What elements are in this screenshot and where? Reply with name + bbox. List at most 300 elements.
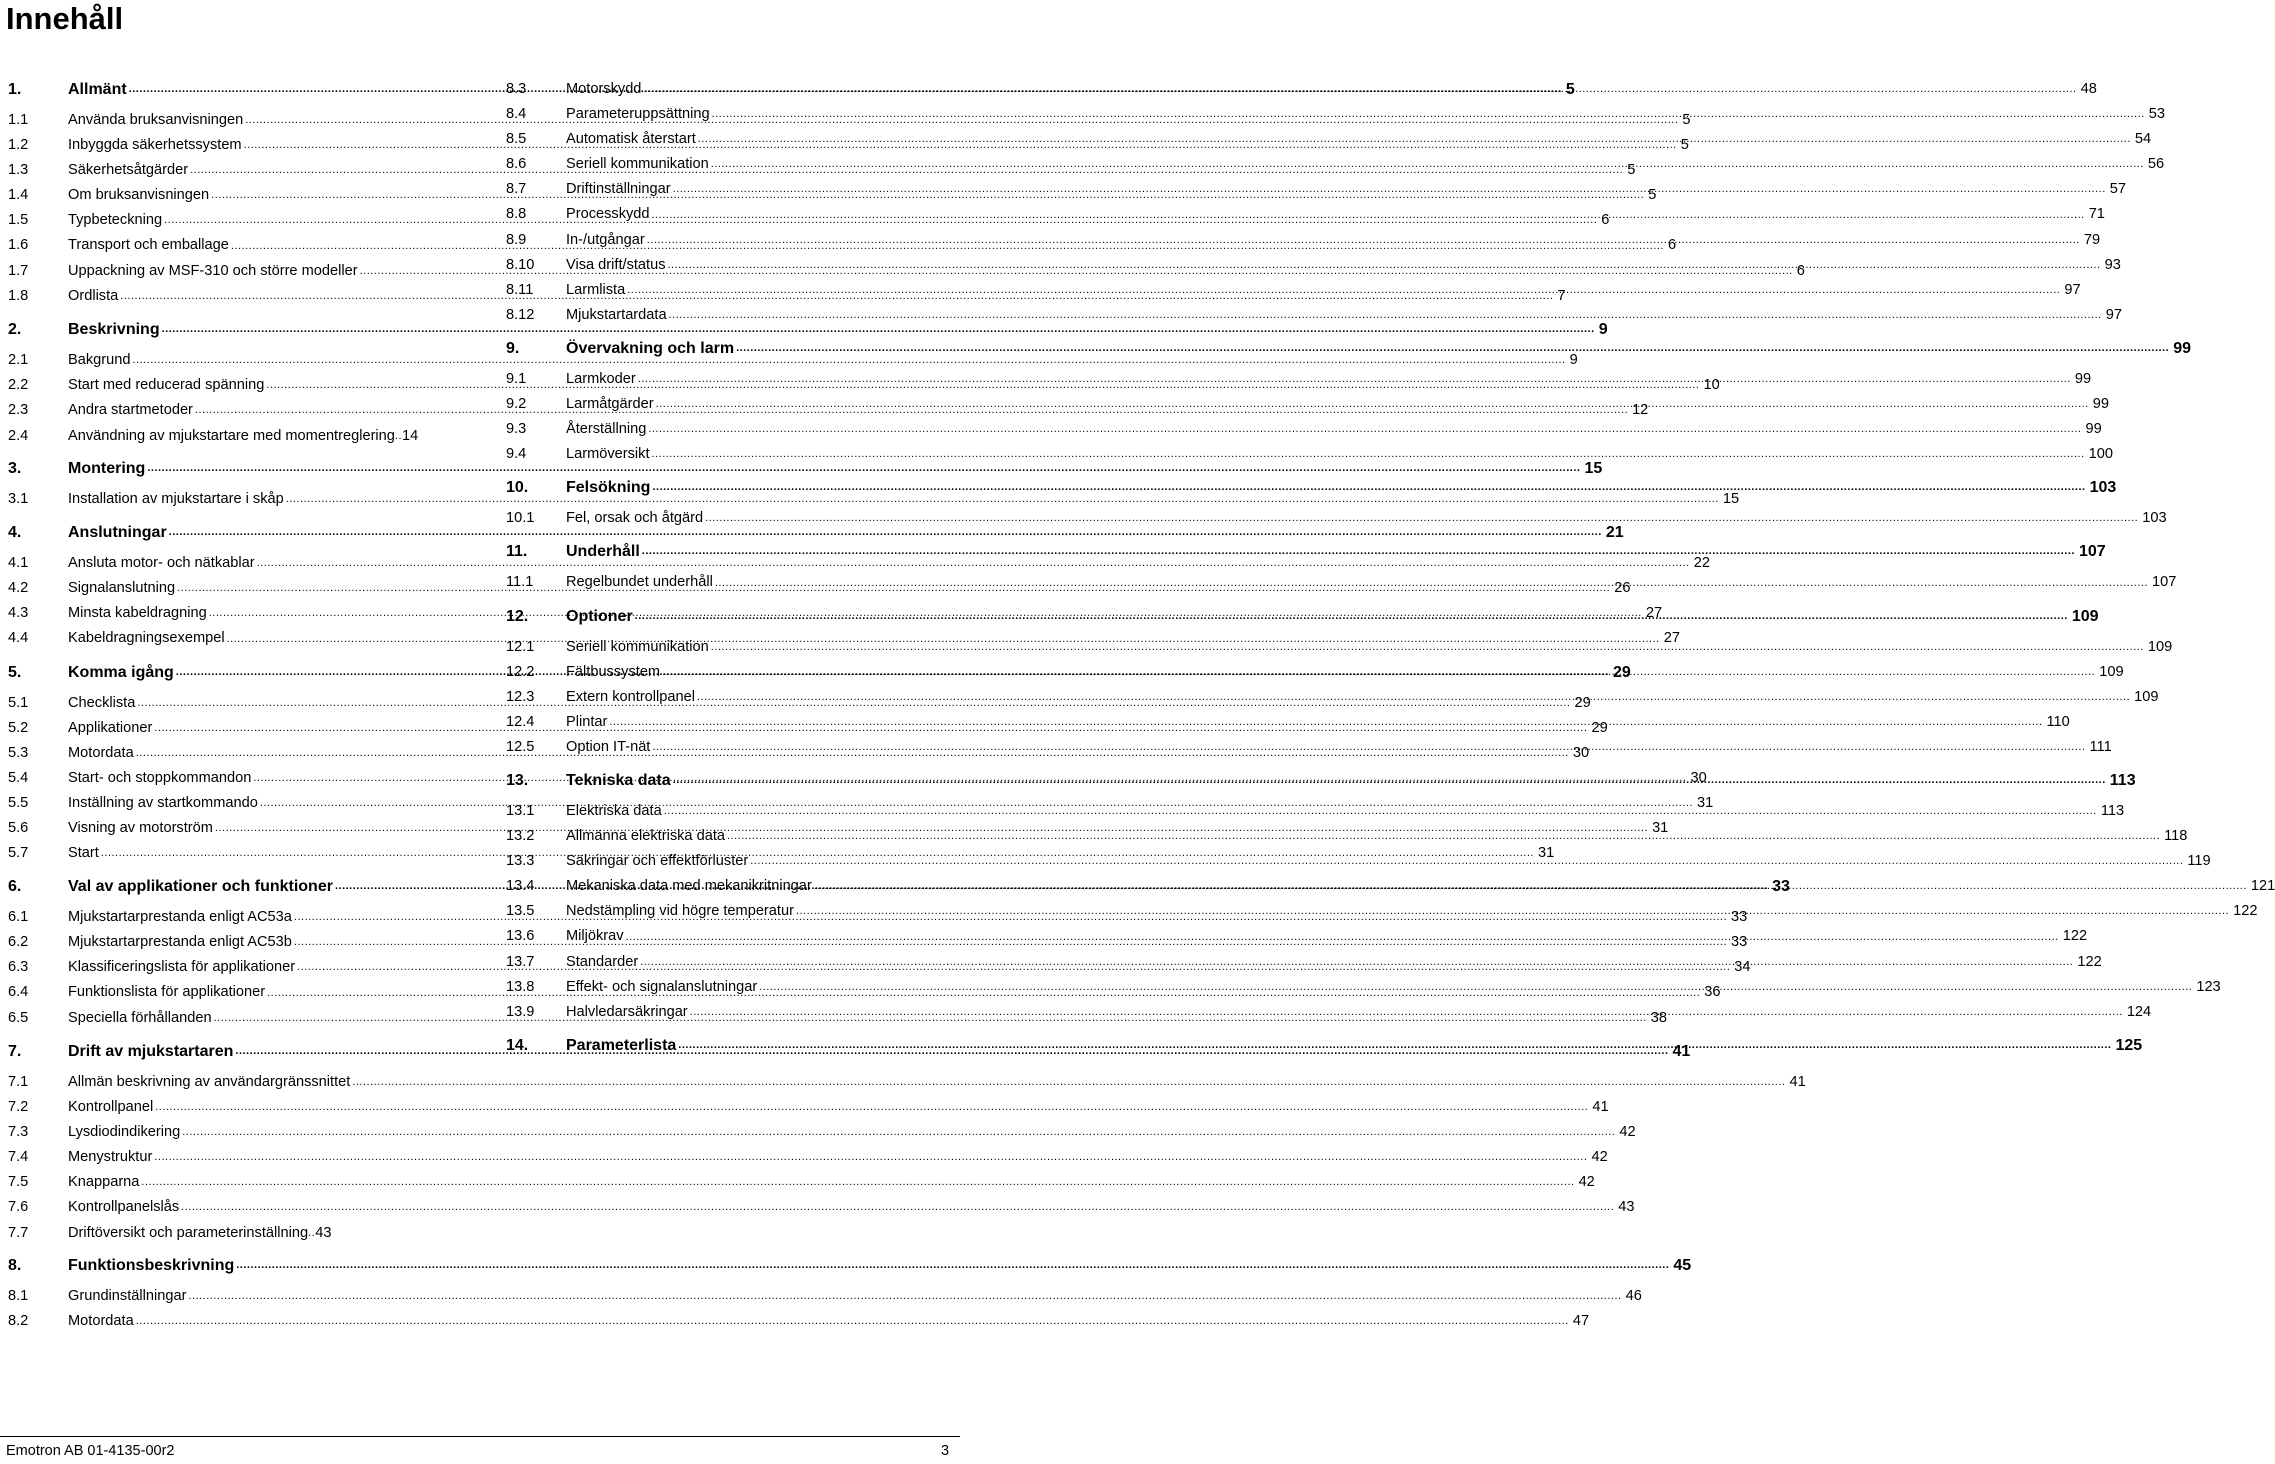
entry-number: 6.5 (8, 1009, 29, 1026)
entry-number: 5.6 (8, 819, 29, 836)
entry-title: Om bruksanvisningen (68, 187, 210, 204)
dot-leader (640, 953, 2073, 971)
entry-title: Bakgrund (68, 351, 131, 368)
entry-number: 7.7 (8, 1225, 29, 1242)
toc-section-entry[interactable] (506, 152, 2165, 177)
entry-page-number: 122 (2233, 903, 2258, 920)
entry-title: Lysdiodindikering (68, 1123, 181, 1140)
entry-number: 1.5 (8, 212, 29, 229)
entry-title: Uppackning av MSF-310 och större modeller (68, 262, 358, 279)
entry-number: 13.8 (506, 978, 535, 995)
entry-page-number: 33 (1772, 878, 1790, 896)
entry-page-number: 99 (2085, 421, 2102, 438)
dot-leader (141, 1173, 1574, 1191)
entry-number: 9.4 (506, 446, 527, 463)
dot-leader (711, 638, 2144, 656)
entry-title: Visa drift/status (566, 256, 666, 273)
entry-title: In-/utgångar (566, 231, 645, 248)
entry-title: Larmkoder (566, 370, 636, 387)
dot-leader (652, 738, 2085, 756)
entry-number: 4.3 (8, 605, 29, 622)
entry-page-number: 113 (2109, 771, 2136, 789)
entry-number: 10.1 (506, 510, 535, 527)
entry-number: 1.1 (8, 112, 29, 128)
entry-page-number: 43 (1618, 1199, 1635, 1216)
entry-page-number: 30 (1690, 769, 1707, 786)
entry-page-number: 7 (1557, 287, 1566, 304)
entry-number: 1.6 (8, 237, 29, 254)
entry-number: 6. (8, 878, 22, 896)
dot-leader (181, 1198, 1614, 1216)
entry-number: 14. (506, 1036, 529, 1054)
toc-section-entry[interactable] (506, 303, 2122, 328)
entry-number: 9.2 (506, 396, 527, 413)
dot-leader (690, 1003, 2123, 1021)
entry-page-number: 47 (1572, 1313, 1590, 1330)
entry-number: 8. (8, 1257, 22, 1275)
entry-number: 8.1 (8, 1288, 29, 1305)
entry-page-number: 29 (1591, 719, 1608, 736)
dot-leader (796, 902, 2229, 920)
entry-page-number: 38 (1650, 1009, 1667, 1026)
entry-page-number: 10 (1703, 376, 1720, 393)
entry-page-number: 109 (2147, 638, 2173, 655)
entry-page-number: 99 (2092, 396, 2109, 413)
entry-page-number: 122 (2077, 953, 2102, 970)
toc-section-entry[interactable] (506, 202, 2105, 227)
entry-title: Använda bruksanvisningen (68, 112, 244, 128)
dot-leader (705, 509, 2138, 527)
entry-page-number: 110 (2046, 713, 2070, 730)
dot-leader (154, 1148, 1587, 1166)
dot-leader (236, 1256, 1669, 1274)
entry-title: Elektriska data (566, 802, 662, 819)
entry-title: Motordata (68, 1313, 134, 1330)
entry-number: 8.11 (506, 281, 534, 298)
entry-page-number: 54 (2134, 131, 2152, 148)
entry-title: Mjukstartarprestanda enligt AC53b (68, 934, 292, 951)
entry-title: Kabeldragningsexempel (68, 630, 225, 647)
entry-title: Val av applikationer och funktioner (68, 878, 333, 896)
dot-leader (697, 688, 2130, 706)
entry-page-number: 118 (2164, 828, 2188, 845)
entry-page-number: 71 (2088, 206, 2105, 223)
entry-page-number: 107 (2152, 574, 2177, 591)
entry-page-number: 5 (1682, 112, 1691, 128)
toc-section-entry[interactable] (8, 1070, 1806, 1095)
toc-section-entry[interactable] (506, 442, 2114, 467)
entry-page-number: 99 (2173, 339, 2191, 357)
entry-title: Miljökrav (566, 928, 624, 945)
entry-number: 13.4 (506, 878, 535, 895)
entry-number: 5.1 (8, 694, 29, 711)
entry-page-number: 109 (2071, 607, 2099, 625)
entry-title: Funktionsbeskrivning (68, 1257, 235, 1275)
entry-title: Säkerhetsåtgärder (68, 162, 189, 179)
entry-page-number: 111 (2089, 738, 2112, 755)
entry-title: Menystruktur (68, 1148, 153, 1165)
entry-title: Motordata (68, 744, 134, 761)
entry-number: 7.4 (8, 1148, 29, 1165)
entry-title: Signalanslutning (68, 580, 176, 597)
entry-number: 13.2 (506, 828, 535, 845)
entry-page-number: 5 (1648, 187, 1657, 204)
toc-section-entry[interactable] (506, 102, 2165, 127)
entry-page-number: 26 (1614, 580, 1631, 597)
entry-page-number: 6 (1601, 212, 1610, 229)
entry-title: Grundinställningar (68, 1288, 187, 1305)
entry-number: 8.8 (506, 206, 527, 223)
entry-number: 13.7 (506, 953, 535, 970)
entry-title: Inbyggda säkerhetssystem (68, 137, 242, 154)
dot-leader (352, 1073, 1785, 1091)
entry-title: Anslutningar (68, 524, 167, 542)
entry-title: Checklista (68, 694, 136, 711)
toc-section-entry[interactable] (8, 1220, 450, 1245)
entry-page-number: 31 (1696, 794, 1714, 811)
entry-title: Fältbussystem (566, 663, 661, 680)
dot-leader (711, 155, 2144, 173)
entry-number: 7.6 (8, 1199, 29, 1216)
toc-section-entry[interactable] (506, 417, 2102, 442)
dot-leader (669, 306, 2102, 324)
entry-title: Optioner (566, 607, 633, 625)
entry-title: Fel, orsak och åtgärd (566, 510, 704, 527)
entry-page-number: 15 (1722, 491, 1740, 508)
entry-number: 7.5 (8, 1174, 29, 1190)
entry-number: 10. (506, 479, 529, 497)
toc-section-entry[interactable] (506, 253, 2121, 278)
dot-leader (638, 370, 2071, 388)
entry-page-number: 100 (2088, 446, 2114, 463)
entry-number: 4.4 (8, 630, 29, 647)
entry-page-number: 6 (1668, 237, 1677, 254)
entry-page-number: 43 (315, 1225, 332, 1242)
entry-number: 1.4 (8, 187, 29, 204)
entry-number: 8.6 (506, 156, 527, 173)
dot-leader (626, 928, 2059, 946)
entry-title: Mekaniska data med mekanikritningar (566, 878, 812, 895)
dot-leader (715, 574, 2148, 592)
entry-title: Beskrivning (68, 320, 160, 338)
dot-leader (698, 130, 2131, 148)
entry-page-number: 57 (2109, 181, 2127, 198)
entry-number: 7.2 (8, 1098, 29, 1115)
toc-section-entry[interactable] (506, 127, 2152, 152)
entry-page-number: 97 (2105, 306, 2122, 323)
entry-title: Plintar (566, 713, 608, 730)
dot-leader (652, 445, 2085, 463)
footer-page-number: 3 (941, 1443, 950, 1459)
entry-page-number: 56 (2147, 156, 2165, 173)
entry-number: 5.7 (8, 845, 29, 862)
entry-number: 9.3 (506, 421, 527, 438)
entry-number: 2.4 (8, 428, 29, 445)
toc-section-entry[interactable] (8, 1145, 1608, 1170)
entry-page-number: 109 (2134, 688, 2159, 705)
dot-leader (727, 827, 2160, 845)
entry-page-number: 21 (1605, 524, 1624, 542)
dot-leader (678, 1036, 2111, 1054)
entry-number: 5.3 (8, 744, 29, 761)
entry-title: Visning av motorström (68, 819, 213, 836)
dot-leader (643, 80, 2076, 98)
entry-title: Inställning av startkommando (68, 794, 258, 811)
dot-leader (673, 180, 2106, 198)
entry-number: 8.9 (506, 231, 527, 248)
entry-page-number: 15 (1584, 460, 1603, 478)
entry-page-number: 122 (2062, 928, 2088, 945)
entry-page-number: 121 (2250, 878, 2275, 895)
entry-title: Mjukstartarprestanda enligt AC53a (68, 909, 292, 926)
entry-number: 12.1 (506, 638, 535, 655)
entry-title: Underhåll (566, 543, 640, 561)
entry-title: Parameterlista (566, 1036, 677, 1054)
entry-page-number: 109 (2099, 663, 2124, 680)
entry-number: 1. (8, 81, 22, 98)
toc-chapter-entry[interactable] (506, 336, 2191, 361)
entry-number: 13. (506, 771, 529, 789)
entry-title: Säkringar och effektförluster (566, 853, 749, 870)
entry-page-number: 33 (1731, 934, 1748, 951)
entry-number: 11.1 (506, 574, 534, 591)
entry-title: Nedstämpling vid högre temperatur (566, 903, 794, 920)
entry-title: Montering (68, 460, 146, 478)
entry-page-number: 93 (2104, 256, 2121, 273)
entry-page-number: 125 (2115, 1036, 2143, 1054)
toc-section-entry[interactable] (8, 423, 450, 448)
entry-page-number: 29 (1574, 694, 1591, 711)
entry-title: Komma igång (68, 663, 174, 681)
entry-number: 2.3 (8, 401, 29, 418)
entry-title: Mjukstartardata (566, 306, 667, 323)
dot-leader (609, 713, 2042, 731)
dot-leader (664, 802, 2097, 820)
toc-section-entry[interactable] (8, 1309, 1590, 1334)
entry-page-number: 31 (1652, 819, 1669, 836)
dot-leader (656, 395, 2089, 413)
entry-title: Seriell kommunikation (566, 156, 709, 173)
entry-title: Allmänna elektriska data (566, 828, 725, 845)
entry-page-number: 119 (2187, 853, 2211, 870)
entry-title: Installation av mjukstartare i skåp (68, 491, 284, 508)
entry-title: Transport och emballage (68, 237, 229, 254)
toc-section-entry[interactable] (506, 228, 2101, 253)
entry-page-number: 103 (2142, 510, 2167, 527)
entry-number: 9. (506, 339, 520, 357)
entry-number: 7.3 (8, 1123, 29, 1140)
dot-leader: .. (308, 1227, 316, 1240)
entry-page-number: 5 (1680, 137, 1689, 154)
dot-leader (652, 478, 2085, 496)
toc-section-entry[interactable] (506, 77, 2097, 102)
dot-leader (668, 256, 2101, 274)
entry-title: Allmän beskrivning av användargränssnittet (68, 1073, 351, 1090)
entry-number: 1.2 (8, 137, 29, 154)
entry-number: 1.3 (8, 162, 29, 179)
entry-page-number: 42 (1619, 1123, 1636, 1140)
entry-number: 13.9 (506, 1003, 535, 1020)
toc-section-entry[interactable] (506, 177, 2127, 202)
entry-page-number: 45 (1673, 1257, 1692, 1275)
dot-leader (188, 1287, 1621, 1305)
toc-section-entry[interactable] (506, 799, 2125, 824)
dot-leader (635, 607, 2068, 625)
dot-leader (759, 978, 2192, 996)
dot-leader: .. (394, 430, 403, 443)
dot-leader (648, 420, 2081, 438)
dot-leader (814, 877, 2247, 895)
entry-page-number: 33 (1731, 909, 1748, 926)
entry-number: 4.1 (8, 555, 29, 572)
entry-title: Effekt- och signalanslutningar (566, 978, 758, 995)
entry-number: 2.2 (8, 376, 29, 393)
entry-title: Typbeteckning (68, 212, 163, 229)
entry-number: 8.10 (506, 256, 535, 273)
toc-section-entry[interactable] (506, 506, 2167, 531)
toc-section-entry[interactable] (8, 1284, 1642, 1309)
entry-title: Processkydd (566, 206, 650, 223)
entry-page-number: 6 (1796, 262, 1805, 279)
dot-leader (647, 231, 2080, 249)
entry-title: Ansluta motor- och nätkablar (68, 555, 255, 572)
entry-body (68, 1224, 450, 1242)
entry-page-number: 107 (2078, 543, 2106, 561)
entry-number: 6.4 (8, 984, 29, 1001)
entry-number: 5. (8, 663, 22, 681)
entry-number: 6.3 (8, 959, 29, 976)
entry-page-number: 48 (2080, 81, 2097, 97)
toc-section-entry[interactable] (8, 1170, 1595, 1195)
entry-number: 7. (8, 1042, 22, 1060)
toc-chapter-entry[interactable] (8, 1253, 1692, 1278)
entry-page-number: 42 (1591, 1148, 1608, 1165)
entry-page-number: 27 (1645, 605, 1663, 622)
entry-page-number: 99 (2074, 370, 2092, 387)
entry-number: 5.4 (8, 769, 29, 786)
entry-page-number: 113 (2100, 802, 2125, 819)
entry-title: Knapparna (68, 1174, 140, 1190)
entry-title: Återställning (566, 421, 647, 438)
entry-number: 4. (8, 524, 22, 542)
entry-title: Ordlista (68, 287, 119, 304)
entry-number: 9.1 (506, 370, 527, 387)
entry-title: Option IT-nät (566, 738, 651, 755)
toc-section-entry[interactable] (506, 278, 2081, 303)
entry-number: 13.6 (506, 928, 535, 945)
entry-title: Parameteruppsättning (566, 106, 710, 123)
entry-page-number: 97 (2064, 281, 2081, 298)
dot-leader (155, 1098, 1588, 1116)
entry-title: Larmåtgärder (566, 396, 654, 413)
entry-title: Kontrollpanel (68, 1098, 154, 1115)
entry-number: 5.5 (8, 794, 29, 811)
footer-document-id: Emotron AB 01-4135-00r2 (6, 1443, 175, 1459)
entry-page-number: 41 (1672, 1042, 1691, 1060)
entry-title: Start (68, 845, 99, 862)
entry-number: 7.1 (8, 1073, 29, 1090)
entry-title: Speciella förhållanden (68, 1009, 212, 1026)
toc-section-entry[interactable] (8, 1195, 1635, 1220)
entry-number: 5.2 (8, 719, 29, 736)
entry-page-number: 41 (1592, 1098, 1609, 1115)
entry-title: Regelbundet underhåll (566, 574, 713, 591)
entry-title: Larmlista (566, 281, 626, 298)
entry-title: Start med reducerad spänning (68, 376, 265, 393)
toc-chapter-entry[interactable] (8, 456, 1603, 481)
entry-page-number: 9 (1569, 351, 1578, 368)
entry-title: Motorskydd (566, 81, 642, 97)
entry-page-number: 31 (1537, 845, 1555, 862)
toc-chapter-entry[interactable] (8, 317, 1608, 342)
toc-chapter-entry[interactable] (8, 520, 1624, 545)
entry-title: Driftöversikt och parameterinställning (68, 1225, 309, 1242)
entry-title: Andra startmetoder (68, 401, 193, 418)
entry-number: 12.2 (506, 663, 535, 680)
toc-section-entry[interactable] (8, 1120, 1636, 1145)
entry-number: 13.1 (506, 802, 535, 819)
entry-page-number: 36 (1704, 984, 1721, 1001)
entry-number: 11. (506, 543, 528, 561)
entry-number: 12. (506, 607, 529, 625)
entry-page-number: 79 (2083, 231, 2101, 248)
entry-title: Minsta kabeldragning (68, 605, 207, 622)
entry-title: Klassificeringslista för applikationer (68, 959, 296, 976)
entry-number: 6.1 (8, 909, 29, 926)
entry-page-number: 41 (1789, 1073, 1806, 1090)
entry-number: 12.3 (506, 688, 535, 705)
entry-page-number: 5 (1565, 81, 1575, 98)
entry-page-number: 29 (1612, 663, 1631, 681)
entry-page-number: 34 (1734, 959, 1751, 976)
entry-title: Användning av mjukstartare med momentreglering (68, 428, 395, 445)
entry-page-number: 46 (1625, 1288, 1642, 1305)
entry-number: 2.1 (8, 351, 29, 368)
entry-page-number: 103 (2089, 479, 2117, 497)
entry-number: 8.4 (506, 106, 527, 123)
entry-number: 8.3 (506, 81, 527, 97)
dot-leader (712, 105, 2145, 123)
entry-title: Övervakning och larm (566, 339, 735, 357)
dot-leader (750, 852, 2183, 870)
entry-number: 4.2 (8, 580, 29, 597)
entry-title: Start- och stoppkommandon (68, 769, 252, 786)
entry-page-number: 123 (2196, 978, 2221, 995)
entry-title: Felsökning (566, 479, 651, 497)
toc-section-entry[interactable] (8, 1095, 1609, 1120)
entry-title: Seriell kommunikation (566, 638, 709, 655)
entry-page-number: 30 (1572, 744, 1590, 761)
entry-page-number: 12 (1632, 401, 1649, 418)
entry-title: Automatisk återstart (566, 131, 696, 148)
toc-chapter (506, 77, 2165, 328)
entry-number: 8.12 (506, 306, 535, 323)
dot-leader (662, 663, 2095, 681)
entry-title: Drift av mjukstartaren (68, 1042, 234, 1060)
entry-title: Larmöversikt (566, 446, 650, 463)
entry-title: Halvledarsäkringar (566, 1003, 688, 1020)
entry-number: 3.1 (8, 491, 29, 508)
dot-leader (736, 339, 2169, 357)
dot-leader (652, 206, 2085, 224)
entry-page-number: 53 (2148, 106, 2165, 123)
entry-title: Driftinställningar (566, 181, 671, 198)
entry-number: 13.3 (506, 853, 535, 870)
entry-number: 8.2 (8, 1313, 29, 1330)
page-title: Innehåll (6, 1, 124, 36)
entry-page-number: 27 (1663, 630, 1680, 647)
entry-page-number: 124 (2126, 1003, 2152, 1020)
